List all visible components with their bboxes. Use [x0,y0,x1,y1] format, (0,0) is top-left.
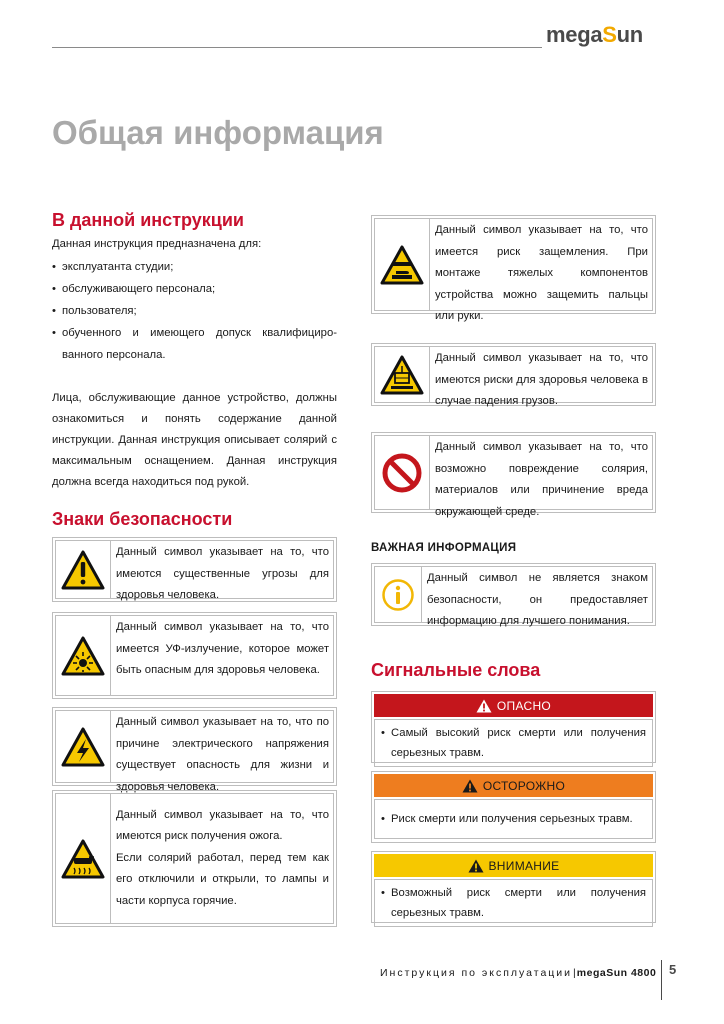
audience-list [52,256,337,366]
page-title: Общая информация [52,114,384,151]
sign-description-line: Если солярий работал, перед тем как его отключили и открыли, то лампы и части корпуса горячие. [116,851,329,907]
footer-manual-title [380,967,656,979]
sign-row-electric-voltage [52,707,337,793]
info-icon [374,566,422,623]
signal-word-caution [371,851,656,923]
logo-prefix: mega [546,22,603,47]
uv-radiation-icon [55,615,111,696]
important-info-box [371,563,656,626]
list-item: • Самый высокий риск смерти или получения серьезных травм. [381,723,646,763]
list-item: • обученного и имеющего допуск квалифициро-ванного персонала. [52,322,337,366]
footer-manual-label: Инструкция по эксплуатации [380,967,573,979]
list-item: • пользователя; [52,300,337,322]
sign-description: Данный символ указывает на то, что имеются существенные угрозы для здоровья человека. [111,540,334,599]
sign-description: Данный символ указывает на то, что имеется УФ-излучение, которое может быть опасным для здоровья человека. [111,615,334,696]
list-item: • обслуживающего персонала; [52,278,337,300]
signal-words-heading: Сигнальные слова [371,660,541,680]
sign-description: Данный символ указывает на то, что имеется риск защемления. При монтаже тяжелых компонентов устройства можно защемить пальцы или руки. [430,218,653,311]
sign-row-prohibition [371,432,656,518]
signal-word-warning [371,771,656,843]
signal-word-bar [374,854,653,877]
list-item: • Риск смерти или получения серьезных травм. [381,809,633,829]
signal-word-label: ОСТОРОЖНО [482,778,566,793]
list-item: • эксплуатанта студии; [52,256,337,278]
electric-voltage-icon [55,710,111,783]
signal-word-danger [371,691,656,763]
warning-triangle-icon [462,779,478,793]
sign-row-uv-radiation [52,612,337,699]
footer-divider [661,960,662,1000]
sign-description [111,793,334,924]
hot-surface-icon [55,793,111,924]
sign-description: Данный символ указывает на то, что имеются риски для здоровья человека в случае падения грузов. [430,346,653,403]
safety-signs-heading: Знаки безопасности [52,509,233,529]
important-info-heading: ВАЖНАЯ ИНФОРМАЦИЯ [371,542,517,554]
sign-row-general-warning [52,537,337,602]
footer-separator: | [573,967,576,979]
general-warning-icon [55,540,111,599]
signal-word-label: ОПАСНО [496,698,552,713]
sign-description-line: Данный символ указывает на то, что имеются риск получения ожога. [116,808,329,843]
sign-row-falling-load [371,343,656,406]
header-divider [52,47,542,48]
prohibition-icon [374,435,430,510]
sign-description: Данный символ указывает на то, что возможно повреждение солярия, материалов или причинение вреда окружающей среде. [430,435,653,510]
logo-sun-letter: S [602,22,617,47]
signal-word-bar [374,774,653,797]
warning-triangle-icon [476,699,492,713]
important-info-text: Данный символ не является знаком безопасности, он предоставляет информацию для лучшего понимания. [422,566,653,623]
sign-row-hot-surface [52,790,337,927]
signal-word-description [374,879,653,927]
logo-suffix: un [616,22,643,47]
list-item: • Возможный риск смерти или получения серьезных травм. [381,883,646,923]
sign-row-crush-hazard [371,215,656,322]
crush-hazard-icon [374,218,430,311]
signal-word-description [374,799,653,839]
signal-word-description [374,719,653,767]
intro-lead: Данная инструкция предназначена для: [52,238,262,250]
sign-description: Данный символ указывает на то, что по причине электрического напряжения существует опасность для жизни и здоровья человека. [111,710,334,783]
footer-model: megaSun 4800 [576,967,657,979]
signal-word-label: ВНИМАНИЕ [488,858,560,873]
intro-heading: В данной инструкции [52,210,244,230]
signal-word-bar [374,694,653,717]
warning-triangle-icon [468,859,484,873]
brand-logo [546,22,643,48]
intro-paragraph: Лица, обслуживающие данное устройство, должны ознакомиться и понять содержание данной инструкции. Данная инструкция описывает солярий с максимальным оснащением. Данная инструкция должна всегда находиться под рукой. [52,392,337,488]
falling-load-icon [374,346,430,403]
page-number: 5 [669,962,677,977]
